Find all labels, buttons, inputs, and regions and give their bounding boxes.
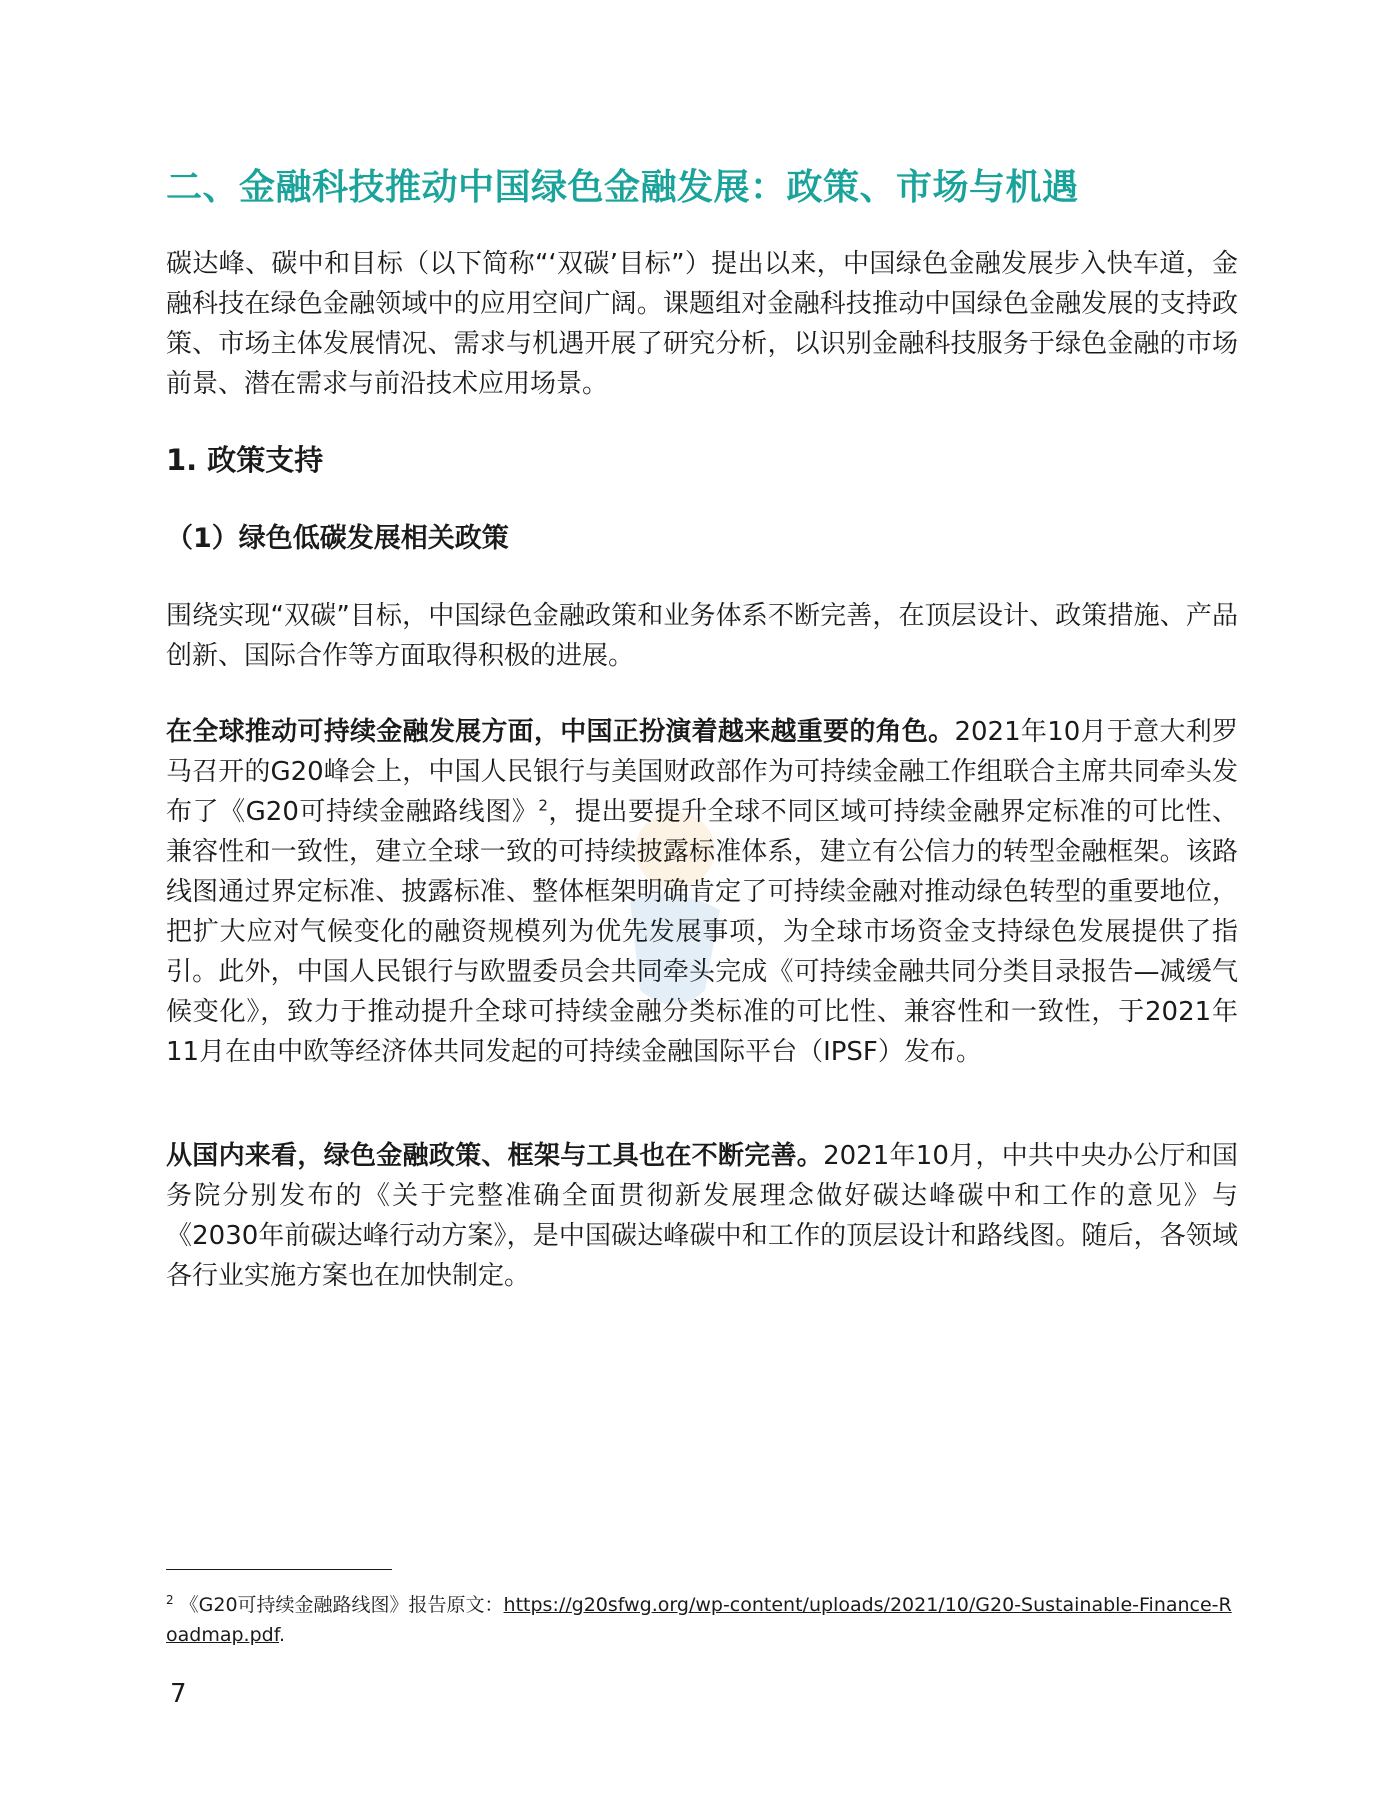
paragraph-domestic-text: 2021年10月，中共中央办公厅和国务院分别发布的《关于完整准确全面贯彻新发展理念做好碳达峰碳中和工作的意见》与《2030年前碳达峰行动方案》，是中国碳达峰碳中和工作的顶层设计和路线图。随后，各领域各行业实施方案也在加快制定。 bbox=[166, 1141, 1238, 1291]
paragraph-domestic-policy bbox=[166, 1136, 1238, 1296]
intro-paragraph: 碳达峰、碳中和目标（以下简称“‘双碳’目标”）提出以来，中国绿色金融发展步入快车道，金融科技在绿色金融领域中的应用空间广阔。课题组对金融科技推动中国绿色金融发展的支持政策、市场主体发展情况、需求与机遇开展了研究分析，以识别金融科技服务于绿色金融的市场前景、潜在需求与前沿技术应用场景。 bbox=[166, 249, 1238, 399]
heading-policy-support: 1. 政策支持 bbox=[166, 443, 324, 477]
paragraph-global-sustainable-finance bbox=[166, 712, 1238, 1072]
paragraph-dual-carbon: 围绕实现“双碳”目标，中国绿色金融政策和业务体系不断完善，在顶层设计、政策措施、产品创新、国际合作等方面取得积极的进展。 bbox=[166, 601, 1238, 671]
section-title: 二、金融科技推动中国绿色金融发展：政策、市场与机遇 bbox=[166, 167, 1079, 208]
footnote-link[interactable]: https://g20sfwg.org/wp-content/uploads/2021/10/G20-Sustainable-Finance-Roadmap.pdf bbox=[166, 1594, 1232, 1646]
footnote-end: . bbox=[279, 1624, 286, 1646]
paragraph-global-text-a: 2021年10月于意大利罗马召开的G20峰会上，中国人民银行与美国财政部作为可持续金融工作组联合主席共同牵头发布了《G20可持续金融路线图》 bbox=[166, 717, 1238, 827]
page-number: 7 bbox=[170, 1679, 187, 1709]
footnote-number: 2 bbox=[166, 1592, 174, 1607]
paragraph-global-text-b: ，提出要提升全球不同区域可持续金融界定标准的可比性、兼容性和一致性，建立全球一致的可持续披露标准体系，建立有公信力的转型金融框架。该路线图通过界定标准、披露标准、整体框架明确肯定了可持续金融对推动绿色转型的重要地位，把扩大应对气候变化的融资规模列为优先发展事项，为全球市场资金支持绿色发展提供了指引。此外，中国人民银行与欧盟委员会共同牵头完成《可持续金融共同分类目录报告—减缓气候变化》，致力于推动提升全球可持续金融分类标准的可比性、兼容性和一致性，于2021年11月在由中欧等经济体共同发起的可持续金融国际平台（IPSF）发布。 bbox=[166, 797, 1238, 1067]
heading-green-lowcarbon-policy: （1）绿色低碳发展相关政策 bbox=[166, 523, 509, 554]
footnote-reference[interactable]: 2 bbox=[538, 796, 548, 815]
paragraph-global-lead: 在全球推动可持续金融发展方面，中国正扮演着越来越重要的角色。 bbox=[166, 717, 955, 747]
footnote-divider bbox=[166, 1569, 392, 1570]
footnote bbox=[166, 1590, 1238, 1650]
footnote-label: 《G20可持续金融路线图》报告原文： bbox=[179, 1594, 504, 1616]
paragraph-domestic-lead: 从国内来看，绿色金融政策、框架与工具也在不断完善。 bbox=[166, 1141, 824, 1171]
